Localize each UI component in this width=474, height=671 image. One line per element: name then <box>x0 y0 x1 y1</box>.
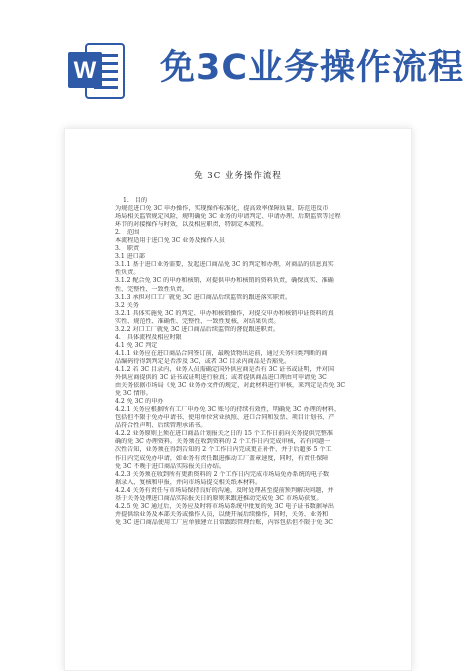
document-line: 品编码待得到判定是否涉及 3C，或者 3C 目录内商品是否豁免。 <box>115 357 291 365</box>
document-body <box>115 197 370 527</box>
document-line: 免 3C 情形。 <box>115 390 152 398</box>
document-line: 作日内完成免办申请，如业务有责任跟进推动工厂盖章速度，同时，有责任保障 <box>115 454 329 462</box>
document-line: 2. 范围 <box>115 229 140 237</box>
document-line: 包括但不限于免办申请书、使用单位营业执照、进口合同和发票、项目计划书、产 <box>115 414 335 422</box>
document-line: 场局相关监管规定风险，规明确免 3C 业务的申请判定、申请办理、后期监管等过程 <box>115 213 341 221</box>
document-line: 环节的对接操作与时效，以及相应职责，特制定本流程。 <box>115 221 268 229</box>
document-line: 性负责。 <box>115 269 140 277</box>
document-line: 4. 具体流程及相应时限 <box>115 333 182 341</box>
document-page <box>64 128 412 671</box>
document-line: 据录入、复核和申报，并向市场局提交相关纸本材料。 <box>115 478 262 486</box>
document-line: 基于关务处理进口商品实际报关日的原则来跟进推动完成免 3C 市场局获复。 <box>115 494 323 502</box>
document-line: 4.2 免 3C 的申办 <box>115 398 164 406</box>
document-line: 3.1.1 基于进口业务需要，发起进口商品免 3C 的判定和办理，对商品的信息真实 <box>115 261 334 269</box>
document-line: 确的免 3C 办理资料。关务须在收到资料的 2 个工作日内完成审核，若有问题一 <box>115 438 331 446</box>
document-line: 3.2.2 对口工厂就免 3C 进口商品后续监管的督促跟进职责。 <box>115 325 279 333</box>
document-line: 并提供给业务及本部关务或操作人员，以便开展后续操作，同时，关务、业务和 <box>115 510 329 518</box>
document-line: 由关务依据市场局《免 3C 业务办文件的规定，对此材料进行审核，来判定是否免 3C <box>115 382 346 390</box>
document-line: 3.1 进口部 <box>115 253 145 261</box>
svg-text:W: W <box>73 57 97 84</box>
document-line: 3. 职责 <box>115 245 140 253</box>
document-line: 4.2.2 业务原则上须在进口商品计划报关之日的 15 个工作日前向关务提供完整准 <box>115 430 333 438</box>
document-line: 性、完整性、一致性负责。 <box>115 285 189 293</box>
document-line: 3.1.2 配合免 3C 的申办和核销，对提供申办和核销的资料负责，确保真实、准确 <box>115 277 334 285</box>
document-line: 实性、规范性、准确性、完整性、一致性复核，对结果负责。 <box>115 317 280 325</box>
document-line: 本流程适用于进口免 3C 业务及操作人员 <box>115 237 225 245</box>
word-document-icon <box>66 40 128 102</box>
document-line: 外供应商提供的 3C 证书或证明进行验真；或者提供商品进口理由可申请免 3C <box>115 374 327 382</box>
document-line: 4.2.5 免 3C 通过后，关务应及时将市场局系统中批复的免 3C 电子证书数据导出 <box>115 502 334 510</box>
document-line: 为规范进口免 3C 申办操作，实现操作标准化，提高效率保障质量，防范违反市 <box>115 205 329 213</box>
document-line: 3.2.1 具体实施免 3C 的判定、申办和核销操作，对提交申办和核销申证资料的真 <box>115 309 334 317</box>
document-title: 免 3C 业务操作流程 <box>194 171 282 181</box>
document-line: 4.1.2 若 3C 目录内，业务人员需确定国外供应商是否有 3C 证书或证明，并对国 <box>115 365 334 373</box>
document-line: 免 3C 不晚于进口商品实际报关日办结。 <box>115 462 225 470</box>
document-line: 1. 目的 <box>123 197 148 204</box>
document-line: 4.2.4 关务有责任与市场局保持良好的沟通，及时处理甚至提前预判解决问题，并 <box>115 486 334 494</box>
document-line: 次性告知，业务须在得到告知的 2 个工作日内完成更正补件，并于后超多 5 个工 <box>115 446 332 454</box>
document-line: 4.1.1 业务应在进口商品合同签订前，最晚货物出运前，通过关务归类判断的商 <box>115 349 328 357</box>
document-line: 4.2.1 关务应根据所有工厂申办免 3C 账号的持续有效性，明确免 3C 办理的材料， <box>115 406 341 414</box>
document-line: 3.2 关务 <box>115 301 139 309</box>
document-line: 4.2.3 关务须在收到所有更新资料的 2 个工作日内完成市场局免办系统的电子数 <box>115 470 330 478</box>
document-line: 免 3C 进口商品使用工厂应单独建立日常跟踪管理台账，内容包括但不限于免 3C <box>115 518 333 526</box>
banner-title: 免3C业务操作流程 <box>160 48 465 88</box>
document-banner <box>0 0 474 120</box>
document-line: 4.1 免 3C 判定 <box>115 341 158 349</box>
document-line: 3.1.3 承担对口工厂就免 3C 进口商品后续监管的跟进落实职责。 <box>115 293 292 301</box>
document-line: 品符合性声明、后续管理承诺书。 <box>115 422 207 430</box>
